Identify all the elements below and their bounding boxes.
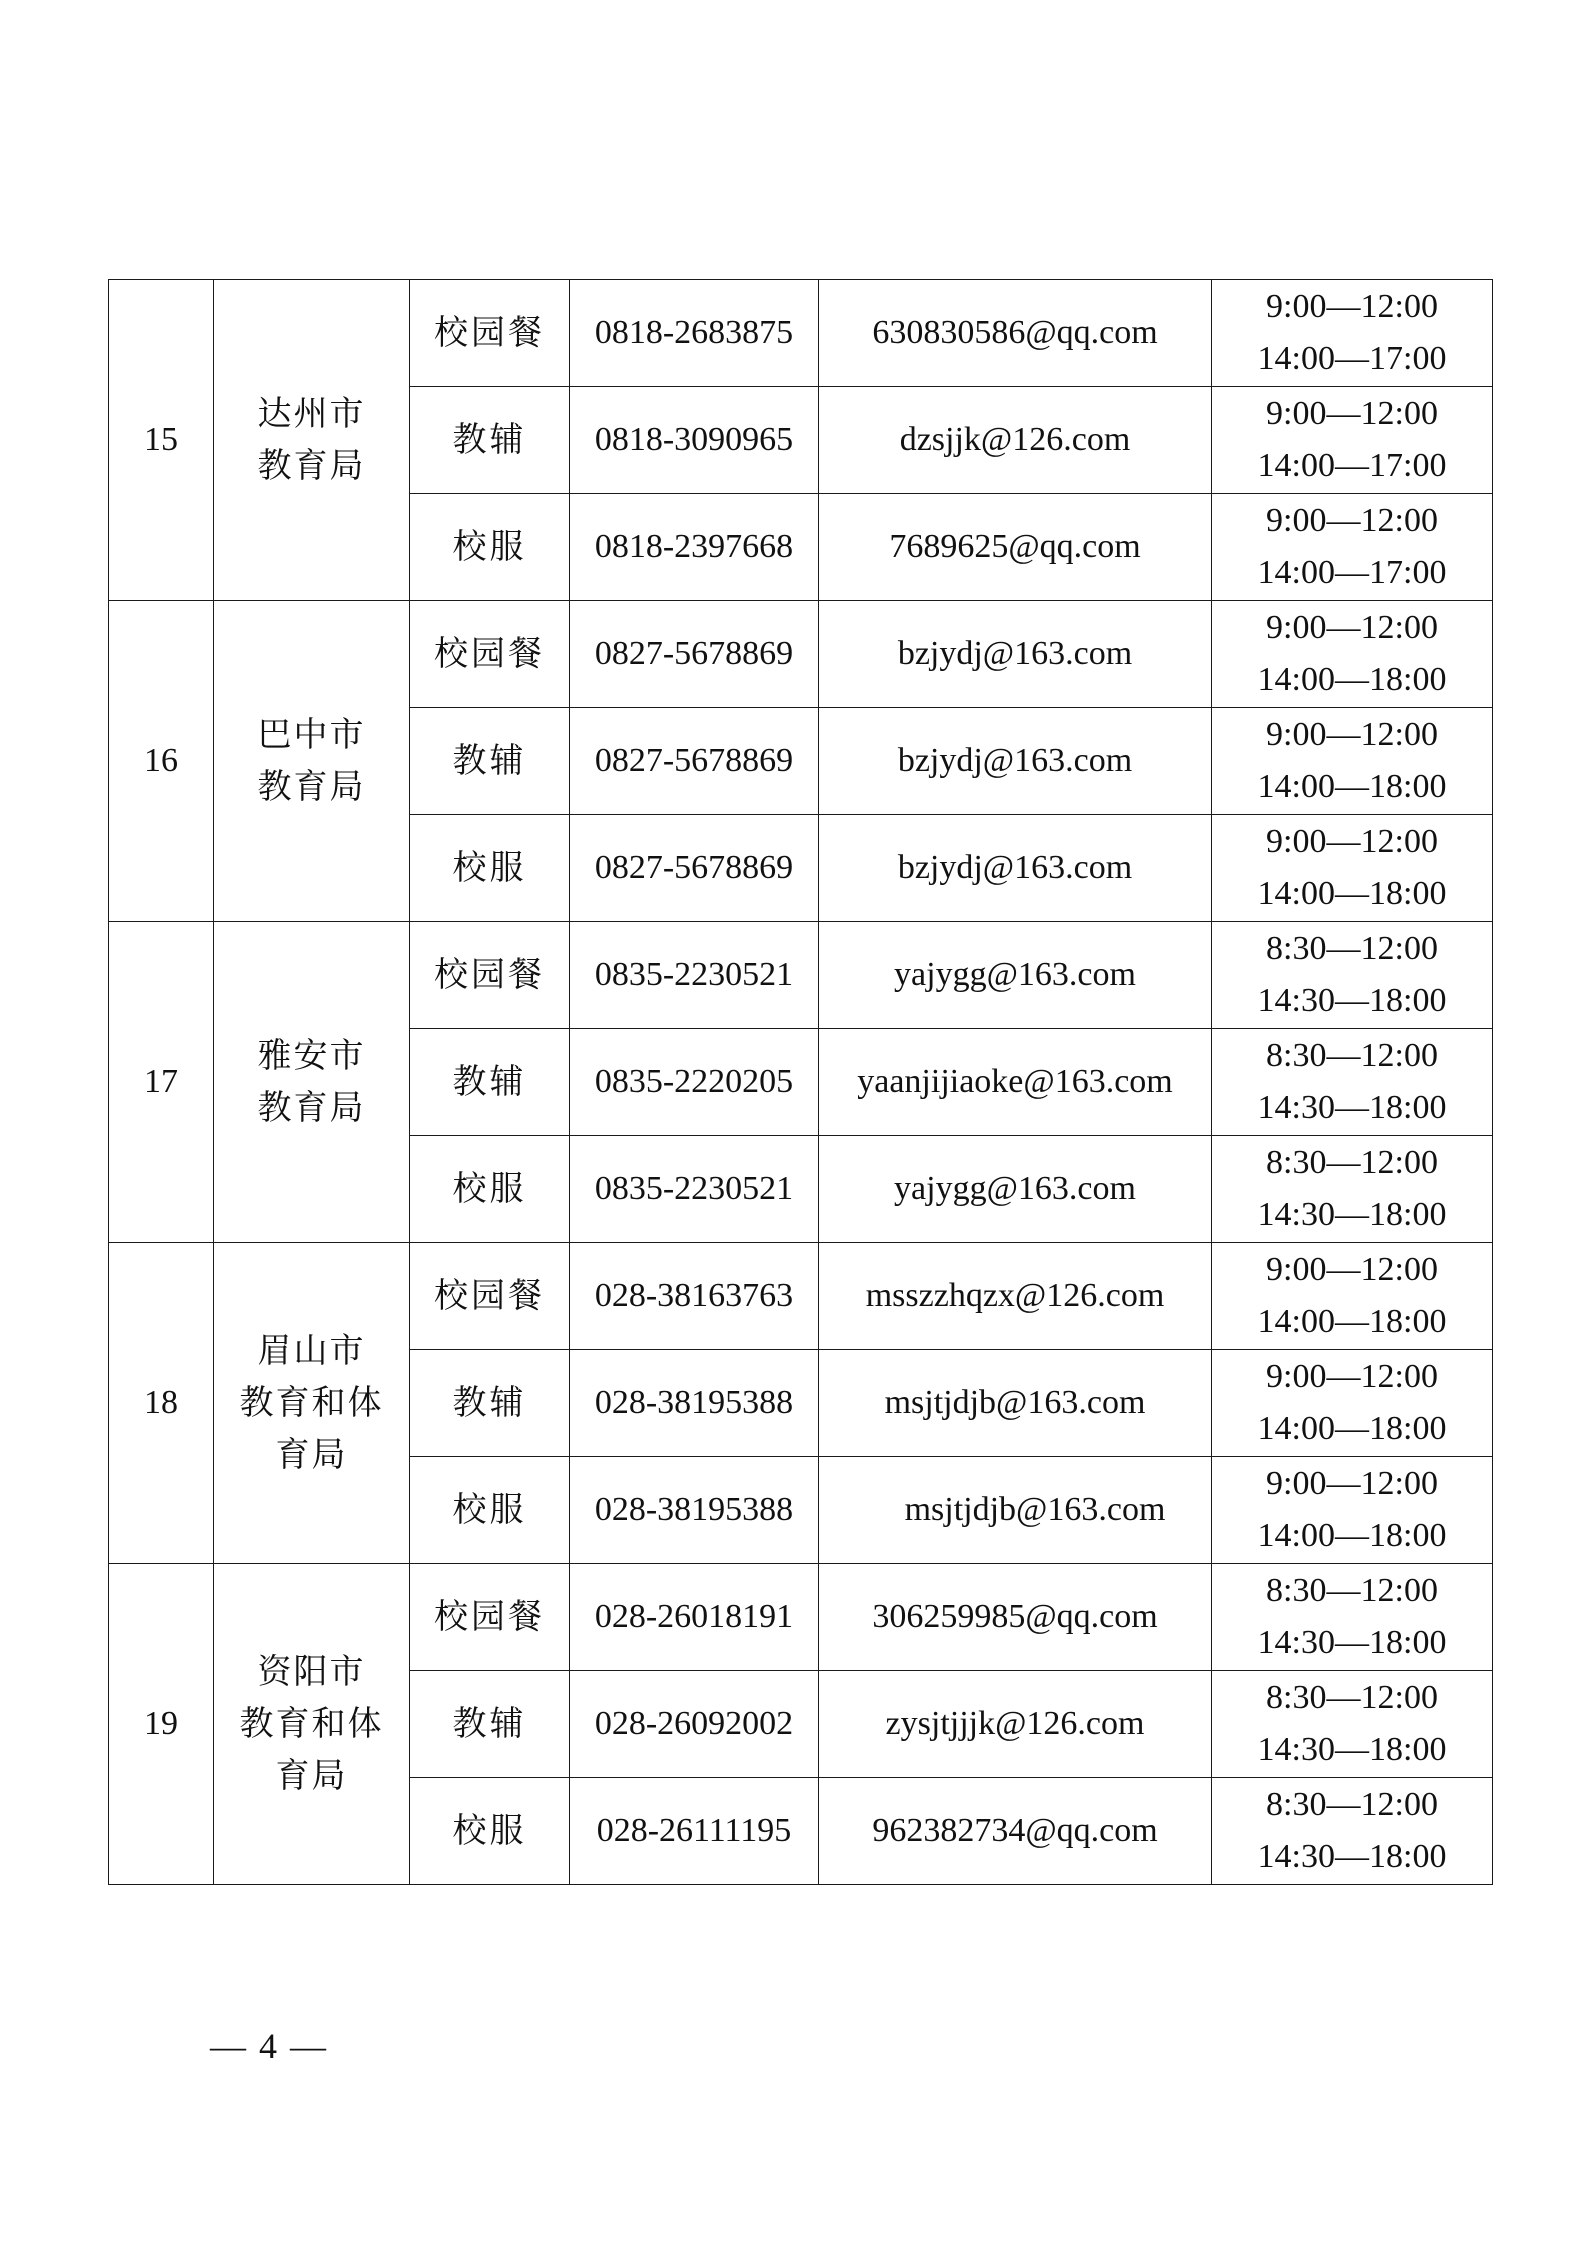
phone-cell: 0827-5678869 [570,815,819,922]
phone-cell: 0818-3090965 [570,387,819,494]
email-cell: bzjydj@163.com [819,601,1212,708]
email-cell: zysjtjjjk@126.com [819,1671,1212,1778]
phone-cell: 028-26092002 [570,1671,819,1778]
hours-cell: 8:30—12:00 14:30—18:00 [1212,1029,1493,1136]
email-cell: msjtjdjb@163.com [819,1350,1212,1457]
phone-cell: 0835-2230521 [570,1136,819,1243]
email-cell: bzjydj@163.com [819,708,1212,815]
category-cell: 教辅 [410,387,570,494]
hours-cell: 9:00—12:00 14:00—18:00 [1212,1457,1493,1564]
category-cell: 校园餐 [410,1243,570,1350]
organization-name: 资阳市 教育和体 育局 [214,1564,410,1885]
table-row [109,601,1493,708]
hours-cell: 8:30—12:00 14:30—18:00 [1212,922,1493,1029]
category-cell: 校服 [410,494,570,601]
email-cell: yaanjijiaoke@163.com [819,1029,1212,1136]
category-cell: 校服 [410,1136,570,1243]
phone-cell: 0818-2683875 [570,280,819,387]
hours-cell: 8:30—12:00 14:30—18:00 [1212,1136,1493,1243]
table-row [109,280,1493,387]
hours-cell: 9:00—12:00 14:00—18:00 [1212,1243,1493,1350]
hours-cell: 9:00—12:00 14:00—18:00 [1212,1350,1493,1457]
email-cell: yajygg@163.com [819,1136,1212,1243]
phone-cell: 028-38195388 [570,1350,819,1457]
category-cell: 教辅 [410,1029,570,1136]
category-cell: 教辅 [410,1350,570,1457]
email-cell: msjtjdjb@163.com [819,1457,1212,1564]
category-cell: 校服 [410,1457,570,1564]
email-cell: 7689625@qq.com [819,494,1212,601]
phone-cell: 028-26111195 [570,1778,819,1885]
hours-cell: 9:00—12:00 14:00—18:00 [1212,708,1493,815]
phone-cell: 028-38163763 [570,1243,819,1350]
category-cell: 校园餐 [410,280,570,387]
contact-table [108,279,1493,1885]
category-cell: 校服 [410,815,570,922]
row-number: 17 [109,922,214,1243]
table-row [109,1243,1493,1350]
organization-name: 眉山市 教育和体 育局 [214,1243,410,1564]
hours-cell: 8:30—12:00 14:30—18:00 [1212,1564,1493,1671]
row-number: 19 [109,1564,214,1885]
category-cell: 教辅 [410,1671,570,1778]
email-cell: msszzhqzx@126.com [819,1243,1212,1350]
email-cell: dzsjjk@126.com [819,387,1212,494]
phone-cell: 0818-2397668 [570,494,819,601]
email-cell: 306259985@qq.com [819,1564,1212,1671]
email-cell: bzjydj@163.com [819,815,1212,922]
category-cell: 校园餐 [410,922,570,1029]
row-number: 18 [109,1243,214,1564]
category-cell: 校服 [410,1778,570,1885]
organization-name: 达州市 教育局 [214,280,410,601]
hours-cell: 9:00—12:00 14:00—18:00 [1212,815,1493,922]
phone-cell: 0827-5678869 [570,601,819,708]
table-row [109,1564,1493,1671]
category-cell: 教辅 [410,708,570,815]
page-number: — 4 — [210,2026,328,2066]
organization-name: 巴中市 教育局 [214,601,410,922]
row-number: 16 [109,601,214,922]
phone-cell: 0835-2220205 [570,1029,819,1136]
hours-cell: 8:30—12:00 14:30—18:00 [1212,1778,1493,1885]
hours-cell: 9:00—12:00 14:00—17:00 [1212,280,1493,387]
hours-cell: 9:00—12:00 14:00—17:00 [1212,494,1493,601]
hours-cell: 9:00—12:00 14:00—18:00 [1212,601,1493,708]
table-row [109,922,1493,1029]
category-cell: 校园餐 [410,601,570,708]
phone-cell: 028-38195388 [570,1457,819,1564]
phone-cell: 028-26018191 [570,1564,819,1671]
hours-cell: 9:00—12:00 14:00—17:00 [1212,387,1493,494]
email-cell: 630830586@qq.com [819,280,1212,387]
email-cell: yajygg@163.com [819,922,1212,1029]
phone-cell: 0835-2230521 [570,922,819,1029]
hours-cell: 8:30—12:00 14:30—18:00 [1212,1671,1493,1778]
organization-name: 雅安市 教育局 [214,922,410,1243]
email-cell: 962382734@qq.com [819,1778,1212,1885]
phone-cell: 0827-5678869 [570,708,819,815]
category-cell: 校园餐 [410,1564,570,1671]
row-number: 15 [109,280,214,601]
